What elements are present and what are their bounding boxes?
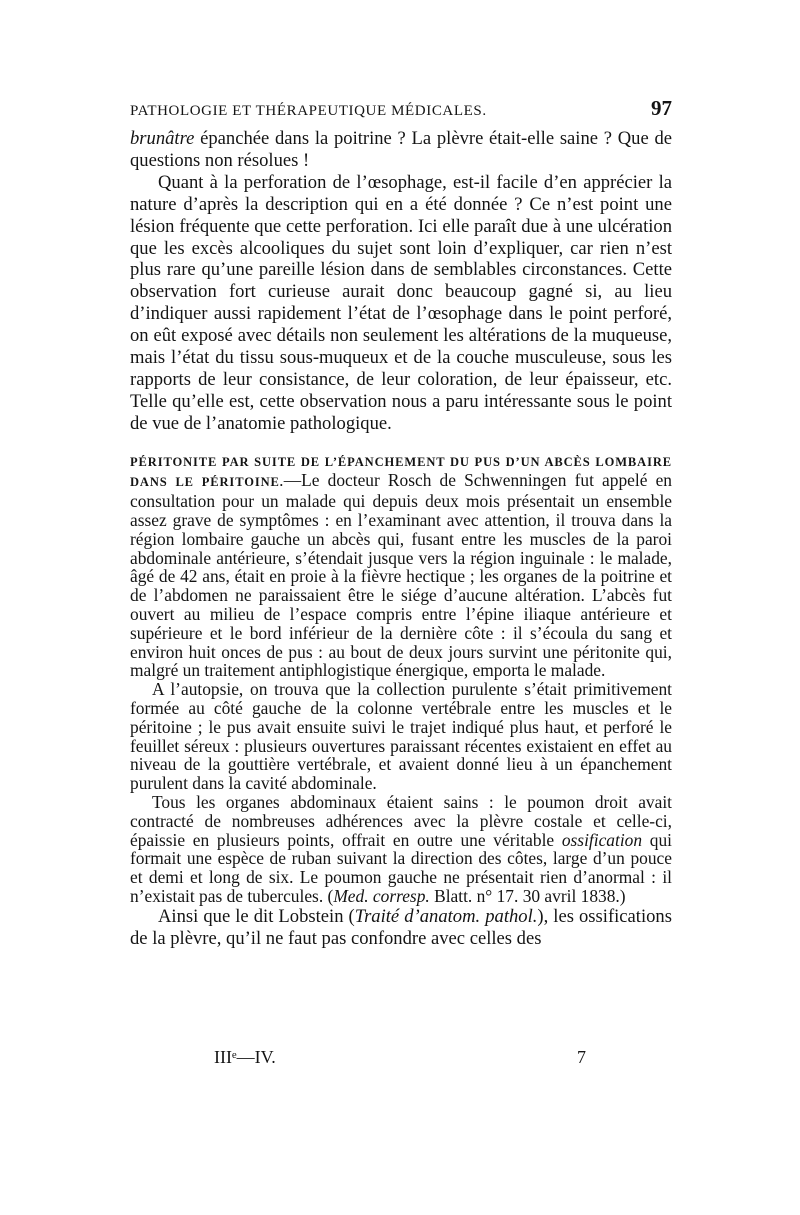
citation-title: Traité d’anatom. pathol. [354,905,538,927]
paragraph-continuation [130,128,672,172]
paragraph-lobstein [130,906,672,950]
citation-text: Blatt. n° 17. 30 avril 1838.) [429,886,626,907]
page-body [130,128,672,950]
paragraph-organs [130,793,672,906]
signature-number: 7 [577,1047,586,1067]
italic-term: ossification [561,829,643,850]
citation-journal: Med. corresp. [333,886,430,907]
page-number: 97 [651,96,672,120]
paragraph-text: —Le docteur Rosch de Schwenningen fut appelé en consultation pour un malade qui depuis deux mois présentait un ensemble assez grave de symptômes : en l’examinant avec attention, il trouva dans la région lombaire gauche un abcès qui, fusant entre les muscles de la paroi abdominale antérieure, s’étendait jusque vers la région inguinale : le malade, âgé de 42 ans, était en proie à la fièvre hectique ; les organes de la poitrine et de l’abdomen ne paraissaient être le siége d’aucune altération. L’abcès fut ouvert au milieu de l’espace compris entre l’épine iliaque antérieure et supérieure et le bord inférieur de la dernière côte : il s’écoula du sang et environ huit onces de pus : au bout de deux jours survint une péritonite qui, malgré un traitement antiphlogistique énergique, emporta le malade. [130,470,672,681]
paragraph-text: ), les ossifications de la plèvre, qu’il ne faut pas confondre avec celles des [130,905,672,949]
paragraph-text: épanchée dans la poitrine ? La plèvre était-elle saine ? Que de questions non résolues ! [130,128,672,171]
paragraph-text: A l’autopsie, on trouva que la collection purulente s’était primitivement formée au côté gauche de la colonne vertébrale entre les muscles et le péritoine ; le pus avait ensuite suivi le trajet indiqué plus haut, et perforé le feuillet séreux : plusieurs ouvertures paraissant récentes existaient en effet au niveau de la gouttière vertébrale, et avaient donné lieu à un épanchement purulent dans la cavité abdominale. [130,679,672,794]
paragraph-text: Ainsi que le dit Lobstein ( [158,905,355,927]
paragraph-text: Quant à la perforation de l’œsophage, est-il facile d’en apprécier la nature d’après la description qui en a été donnée ? Ce n’est point une lésion fréquente que cette perforation. Ici elle paraît due à une ulcération que les excès alcooliques du sujet sont loin d’expliquer, car rien n’est plus rare qu’une pareille lésion dans de semblables circonstances. Cette observation fort curieuse aurait donc beaucoup gagné si, au lieu d’indiquer aussi rapidement l’état de l’œsophage dans le point perforé, on eût exposé avec détails non seulement les altérations de la muqueuse, mais l’état du tissu sous-muqueux et de la couche musculeuse, sous les rapports de leur consistance, de leur coloration, de leur épaisseur, etc. Telle qu’elle est, cette observation nous a paru intéressante sous le point de vue de l’anatomie pathologique. [130,171,672,434]
running-title: PATHOLOGIE ET THÉRAPEUTIQUE MÉDICALES. [130,103,487,119]
paragraph-text: Tous les organes abdominaux étaient sains : le poumon droit avait contracté de nombreuses adhérences avec la plèvre costale et celle-ci, épaissie en plusieurs points, offrait en outre une véritable [130,792,672,850]
running-header [130,96,672,121]
paragraph-text: qui formait une espèce de ruban suivant la direction des côtes, large d’un pouce et demi et long de six. Le poumon gauche ne présentait rien d’anormal : il n’existait pas de tubercules. ( [130,829,672,907]
italic-word: brunâtre [130,128,195,149]
paragraph-peritonitis [130,451,672,681]
signature-volume: IIIᵉ—IV. [214,1047,276,1067]
paragraph-oesophagus [130,172,672,435]
paragraph-autopsy [130,680,672,793]
section-heading: PÉRITONITE PAR SUITE DE L’ÉPANCHEMENT DU PUS D’UN ABCÈS LOMBAIRE DANS LE PÉRITOINE. [130,454,672,490]
printer-signature [214,1047,586,1068]
